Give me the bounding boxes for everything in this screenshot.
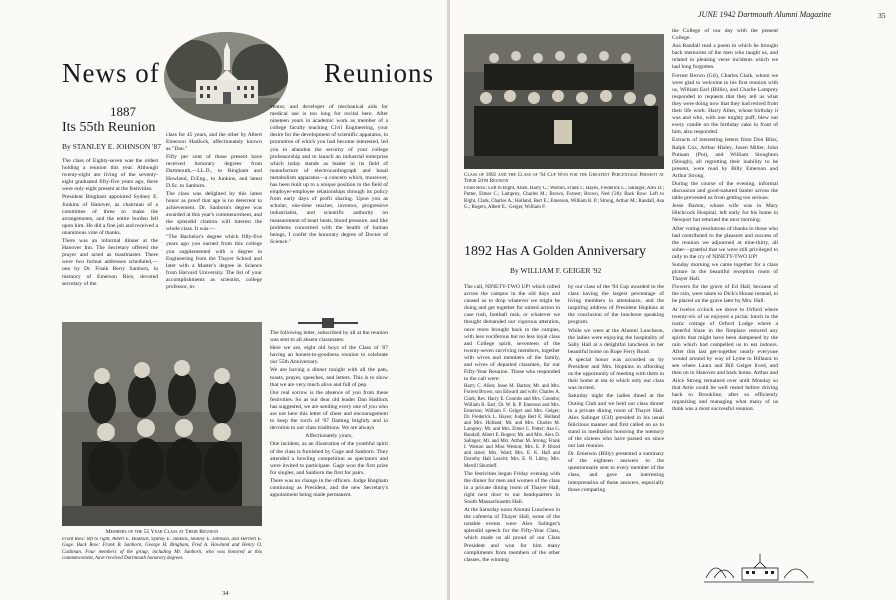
paragraph: At the Saturday noon Alumni Luncheon in the cafeteria of Thayer Hall, some of the notable events were Alex Salinger's splendid speech for the Fifty-Year Class, which made us all proud of our Class President and won for him many compliments from members of the other classes, the winning [464, 507, 560, 563]
title-reunions: Reunions [324, 58, 435, 88]
paragraph: A special honor was accorded us by President and Mrs. Hopkins in affording us the opportunity of meeting with them in their home at tea to which only our class was invited. [568, 356, 664, 392]
paragraph: The following letter, subscribed by all at the reunion was sent to all absent classmates: [270, 330, 388, 344]
paragraph: One incident, as an illustration of the youthful spirit of the class is furnished by Gage and Sanborn. They attended a bowling competition as spectators and were invited to participate. Gage won the first prize for singles, and Sanborn the first for pairs. [270, 441, 388, 476]
article-1887-col1 [62, 158, 158, 314]
byline-1892: By WILLIAM F. GEIGER '92 [510, 266, 602, 275]
class-1887-photo [62, 322, 262, 526]
ornament-divider [298, 318, 358, 328]
group-photo-image [464, 34, 664, 169]
paragraph: While we were at the Alumni Luncheon, the ladies were enjoying the hospitality of Sally Hall at a delightful luncheon in her beautiful home on Rope Ferry Road. [568, 327, 664, 355]
article-1887-col3b [270, 330, 388, 582]
paragraph: We are having a dinner tonight with all the pats, toasts, prayer, speeches, and letters. This is to show that we are very much alive and full of pep. [270, 367, 388, 388]
article-1887-col2 [166, 132, 262, 314]
paragraph: Our real sorrow is the absence of you from these festivities. So as our dear old leader Dan Hadlock has suggested, we are sending every one of you who are not here this letter of cheer and encouragement to keep the torch of '87 flaming brightly and in devotion to our class traditions. We are always [270, 389, 388, 432]
paragraph: During the course of the evening, informal discussion and good-natured banter across the table prevented us from getting too serious. [672, 180, 778, 202]
page-number-left: 34 [222, 590, 229, 597]
paragraph: There was no change in the officers. Judge Bingham continuing as President, and the new Secretary's appointment being made permanent. [270, 477, 388, 499]
group-photo-image [62, 322, 262, 526]
paragraph: Sunday morning we came together for a class picture in the beautiful reception room of Thayer Hall. [672, 262, 778, 283]
paragraph: Asa Randall read a poem in which he brought back memories of the men who taught us, and related in pleasing verse incidents which we had long forgotten. [672, 43, 778, 71]
article-1892-col2 [568, 284, 664, 594]
paragraph: Jesse Barton, whose wife was in Mary Hitchcock Hospital, left early for his home in Newport but returned the next morning. [672, 203, 778, 224]
paragraph: class for 45 years, and the other by Albert Emerson Hadlock, affectionately known as "Dan." [166, 132, 262, 153]
article-1887-col3 [270, 104, 388, 314]
title-news-of: News of [62, 58, 160, 88]
running-head: JUNE 1942 Dartmouth Alumni Magazine [698, 10, 832, 19]
paragraph: Fifty per cent of those present have received honorary degrees from Dartmouth,—LL.D., to Bingham and Howland, D.Eng., to Junkins, and latest D.Sc. to Sanborn. [166, 154, 262, 189]
paragraph: Dr. Emerson (Billy) presented a summary of the eighteen answers to the questionnaire sent to every member of the class, and gave an interesting interpretation of these answers, especially those comparing [568, 451, 664, 493]
paragraph: The festivities began Friday evening with the dinner for men and women of the class in a private dining room of Thayer Hall, right next door to our headquarters in South Massachusetts Hall. [464, 470, 560, 505]
paragraph: Extracts of interesting letters from Don Bliss, Ralph Cox, Arthur Hisley, Josen Miller, John Putnam (Put), and William Stoughton (Stough), all regretting their inability to be present, were read by Billy Emerson and Arthur Strong. [672, 137, 778, 179]
attendee-list: Harry C. Allen; Jesse M. Barton; Mr. and Mrs. Forrest Brown, son Edward and wife; Charles A. Clark; Rev. Harry E. Coombs and Mrs. Coombs; William B. Earl; Dr. W. R. P. Emerson and Mrs. Emerson; William F. Geiger and Mrs. Geiger; Dr. Frederick L. Hayes; Judge Bert E. Holland and Mrs. Holland; Mr. and Mrs. Charles M. Lamprey; Mr. and Mrs. Elmer C. Potter; Asa G. Randall; Albert E. Rogers; Mr. and Mrs. Alex D. Salinger; Mr. and Mrs. Arthur M. Strong; Frank I. Weston and Miss Weston; Mrs. E. P. Blood and sister; Mrs. Ward; Mrs. E. K. Hall and Dorothy Hall Leavitt; Mrs. E. N. Libby; Mrs. Merrill Shurtleff. [464, 384, 560, 469]
paragraph: Affectionately yours, [305, 433, 353, 440]
photo-caption-1887: Front Row: left to right, Albert E. Hadlock, Sydney E. Junkins, Stanley E. Johnson, and Herbert E. Gage. Back Row: Frank B. Sanborn, George H. Bingham, Fred A. Howland and Henry O. Cushman. Four members of the group, including Mr. Sanborn, who was honored at this commencement, have received Dartmouth honorary degrees. [62, 537, 262, 561]
photo-caption-1892: Front Row: Left to Right, Allen, Harry C.; Weston, Frank I.; Hayes, Frederick L.; Salinger, Alex D.; Potter, Elmer C.; Lamprey, Charles M.; Brown, Forrest; Brown, Ned ('28). Back Row: Left to Right, Clark, Charles A.; Holland, Bert E.; Emerson, William R. P.; Strong, Arthur M.; Randall, Asa G.; Rogers, Albert E.; Geiger, William F. [464, 186, 664, 210]
paragraph: ventor, and developer of mechanical aids for medical use is too long for recital here. After nineteen years in academic work as member of a college faculty teaching Civil Engineering, your desire for the development of scientific apparatus, in promotion of which you had become interested, led you to abandon the security of your college professorship and to launch an industrial enterprise which today stands as leader in its field of manufacture of electrocardiograph and basal metabolism apparatus—a concern which, moreover, has been built up to a unique position in the field of employer-employee relationships through its policy from early days of profit sharing. Upon you as scholar, one-time teacher, inventor, progressive industrialist, and scientific authority on measurement of heart beats, blood pressure, and like problems concerned with the health of human beings, I confer the honorary degree of Doctor of Science." [270, 104, 388, 245]
right-page [450, 0, 896, 600]
paragraph: President Bingham appointed Sydney E. Junkins of Hanover, as chairman of a committee of three to make the arrangements, and the entire burden fell upon him. He did a fine job and received a unanimous vote of thanks. [62, 194, 158, 236]
heading-1887: Its 55th Reunion [62, 120, 156, 135]
photo-caption-title-1892: Class of 1892 and the Class of '94 Cup Won for the Greatest Percentage Present at Their 50th Reunion [464, 172, 664, 185]
paragraph: Saturday night the ladies dined at the Outing Club and we held our class dinner in a private dining room of Thayer Hall. Alex Salinger (Gif) presided in his usual felicitous manner and first called on us to stand in meditation honoring the memory of the sixteen who have passed on since our last reunion. [568, 393, 664, 450]
byline-1887: By STANLEY E. JOHNSON '87 [62, 142, 162, 151]
campus-sketch-ornament [704, 548, 814, 588]
photo-caption-title-1887: Members of the 55 Year Class at Their Reunion [105, 529, 219, 535]
paragraph: the College of our day with the present College. [672, 28, 778, 42]
paragraph: Here we are, eight old boys of the Class of '87 having an honest-to-goodness reunion to celebrate our 55th Anniversary. [270, 345, 388, 366]
paragraph: After voting resolutions of thanks to those who had contributed to the pleasure and success of the reunion we adjourned at nine-thirty, all sober—grateful that we were still privileged to rally to the cry of NINETY-TWO UP! [672, 225, 778, 260]
paragraph: Flowers for the grave of Ed Hall, because of the rain, were taken to Dick's House instead, to be placed on the grave later by Mrs. Hall. [672, 284, 778, 305]
heading-1887-year: 1887 [110, 104, 136, 119]
paragraph: by our class of the '94 Cup awarded to the class having the largest percentage of living members in attendance, and the inspiring address of President Hopkins at the conclusion of the luncheon speaking program. [568, 284, 664, 326]
class-1892-photo [464, 34, 664, 169]
page-number-right: 35 [878, 11, 886, 20]
paragraph: The call, NINETY-TWO UP! which rolled across the campus in the old days and caused us to drop whatever we might be doing and get together for united action in case rush, football rush, or whatever we thought demanded our vigorous attention, once more brought back to the campus, with less vociferous but no less loyal class and College spirit, seventeen of the twenty-seven surviving members, together with wives and members of the family, and wives of departed classmen, for our Fifty-Year Reunion. Those who responded to the call were: [464, 284, 560, 383]
paragraph: The class was delighted by this latest honor as proof that age is no deterrent to achievement. Dr. Sanborn's degree was awarded at this year's commencement, and the splendid citation will interest the whole class. It was:— [166, 190, 262, 233]
paragraph: At twelve o'clock we drove to Orford where twenty-six of us enjoyed a picnic lunch in the rustic cottage of Orford Lodge where a cheerful blaze in the fireplace restored any spirits that might have been dampened by the rain which had compelled us to eat indoors. After this last get-together nearly everyone wound around by way of Lyme to Billaura to see where Laura and Bill Geiger lived, and then on to Hanover and back home. Arthur and Alice Strong remained over until Monday so that Artie could be well rested before driving back to Brookline, after so efficiently organizing and managing what many of us think was a most successful reunion. [672, 306, 778, 412]
heading-1892: 1892 Has A Golden Anniversary [464, 244, 646, 259]
paragraph: Forrest Brown (Gil), Charles Clark, whom we were glad to welcome to his first reunion with us, William Earl (Billie), and Charlie Lamprey responded to requests that they tell us what they were doing now that they had retired from their life work. Harry Allen, whose birthday it was and who, with one mighty puff, blew out every candle on the birthday cake in front of him, also responded. [672, 72, 778, 136]
paragraph: "The Bachelor's degree which fifty-five years ago you earned from this college you supplemented with a degree in Engineering from the Thayer School and later with a Master's degree in Science from Harvard University. The list of your accomplishments as scientist, college professor, in- [166, 234, 262, 290]
article-1892-col3 [672, 28, 778, 542]
article-1892-col1 [464, 284, 560, 594]
paragraph: The class of Eighty-seven was the oldest holding a reunion this year. Although twenty-eight are living of the seventy-eight graduated fifty-five years ago, there were only eight present at the festivities. [62, 158, 158, 193]
paragraph: There was an informal dinner at the Hanover Inn. The Secretary offered the prayer and acted as toastmaster. There were two formal addresses scheduled,—one by Dr. Frank Berry Sanborn, in memory of Emerson Rice, devoted secretary of the [62, 238, 158, 287]
